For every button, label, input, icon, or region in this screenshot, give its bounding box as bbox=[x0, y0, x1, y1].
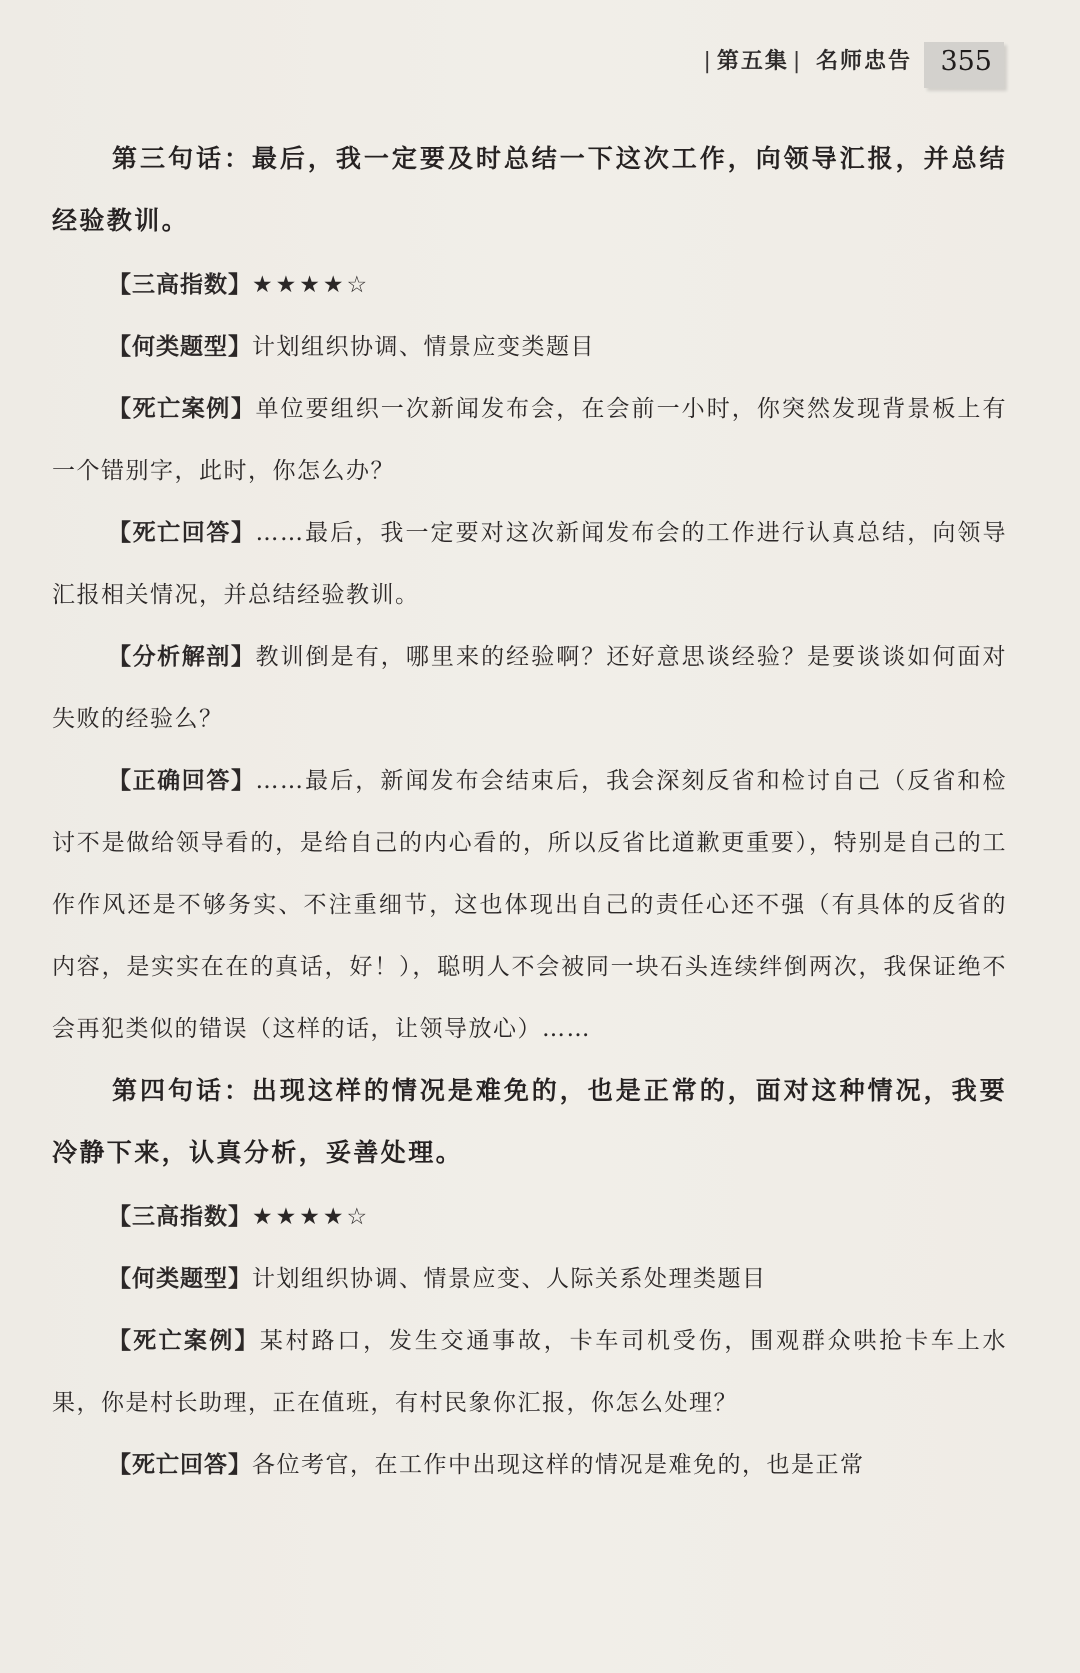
heading-sentence-4: 第四句话：出现这样的情况是难免的，也是正常的，面对这种情况，我要冷静下来，认真分析，妥善处理。 bbox=[52, 1076, 1007, 1167]
case-label: 【死亡案例】 bbox=[108, 1328, 260, 1354]
case-text: 单位要组织一次新闻发布会，在会前一小时，你突然发现背景板上有一个错别字，此时，你怎么办？ bbox=[52, 396, 1008, 484]
correct-answer-label: 【正确回答】 bbox=[108, 768, 256, 794]
question-type-text: 计划组织协调、情景应变类题目 bbox=[252, 334, 595, 360]
wrong-answer-item bbox=[52, 1434, 1007, 1496]
part-title: 第五集 bbox=[716, 49, 789, 74]
wrong-answer-text: 各位考官，在工作中出现这样的情况是难免的，也是正常 bbox=[252, 1452, 865, 1478]
analysis-label: 【分析解剖】 bbox=[108, 644, 256, 670]
rating-label: 【三高指数】 bbox=[108, 1204, 252, 1230]
question-type-label: 【何类题型】 bbox=[108, 1266, 252, 1292]
correct-answer-item bbox=[52, 750, 1007, 1060]
analysis-text: 教训倒是有，哪里来的经验啊？还好意思谈经验？是要谈谈如何面对失败的经验么？ bbox=[52, 644, 1008, 732]
case-text: 某村路口，发生交通事故，卡车司机受伤，围观群众哄抢卡车上水果，你是村长助理，正在值班，有村民象你汇报，你怎么处理？ bbox=[52, 1328, 1008, 1416]
case-item bbox=[52, 1310, 1007, 1434]
running-head: | 第五集 | 名师忠告 bbox=[703, 49, 912, 74]
question-type-item bbox=[52, 1248, 1007, 1310]
rating-label: 【三高指数】 bbox=[108, 272, 252, 298]
case-item bbox=[52, 378, 1007, 502]
rating-item bbox=[52, 254, 1007, 316]
wrong-answer-text: ……最后，我一定要对这次新闻发布会的工作进行认真总结，向领导汇报相关情况，并总结经验教训。 bbox=[52, 520, 1008, 608]
wrong-answer-label: 【死亡回答】 bbox=[108, 520, 256, 546]
case-label: 【死亡案例】 bbox=[108, 396, 256, 422]
analysis-item bbox=[52, 626, 1007, 750]
rating-item bbox=[52, 1186, 1007, 1248]
question-type-label: 【何类题型】 bbox=[108, 334, 252, 360]
body-text bbox=[52, 128, 1007, 1496]
section-title: 名师忠告 bbox=[815, 49, 912, 74]
page-number: 355 bbox=[940, 46, 992, 77]
rating-stars: ★★★★☆ bbox=[252, 1204, 371, 1230]
rating-stars: ★★★★☆ bbox=[252, 272, 371, 298]
wrong-answer-label: 【死亡回答】 bbox=[108, 1452, 252, 1478]
question-type-text: 计划组织协调、情景应变、人际关系处理类题目 bbox=[252, 1266, 767, 1292]
wrong-answer-item bbox=[52, 502, 1007, 626]
question-type-item bbox=[52, 316, 1007, 378]
correct-answer-text: ……最后，新闻发布会结束后，我会深刻反省和检讨自己（反省和检讨不是做给领导看的，是给自己的内心看的，所以反省比道歉更重要），特别是自己的工作作风还是不够务实、不注重细节，这也体现出自己的责任心还不强（有具体的反省的内容，是实实在在的真话，好！），聪明人不会被同一块石头连续绊倒两次，我保证绝不会再犯类似的错误（这样的话，让领导放心）…… bbox=[52, 768, 1008, 1042]
heading-sentence-3: 第三句话：最后，我一定要及时总结一下这次工作，向领导汇报，并总结经验教训。 bbox=[52, 144, 1007, 235]
